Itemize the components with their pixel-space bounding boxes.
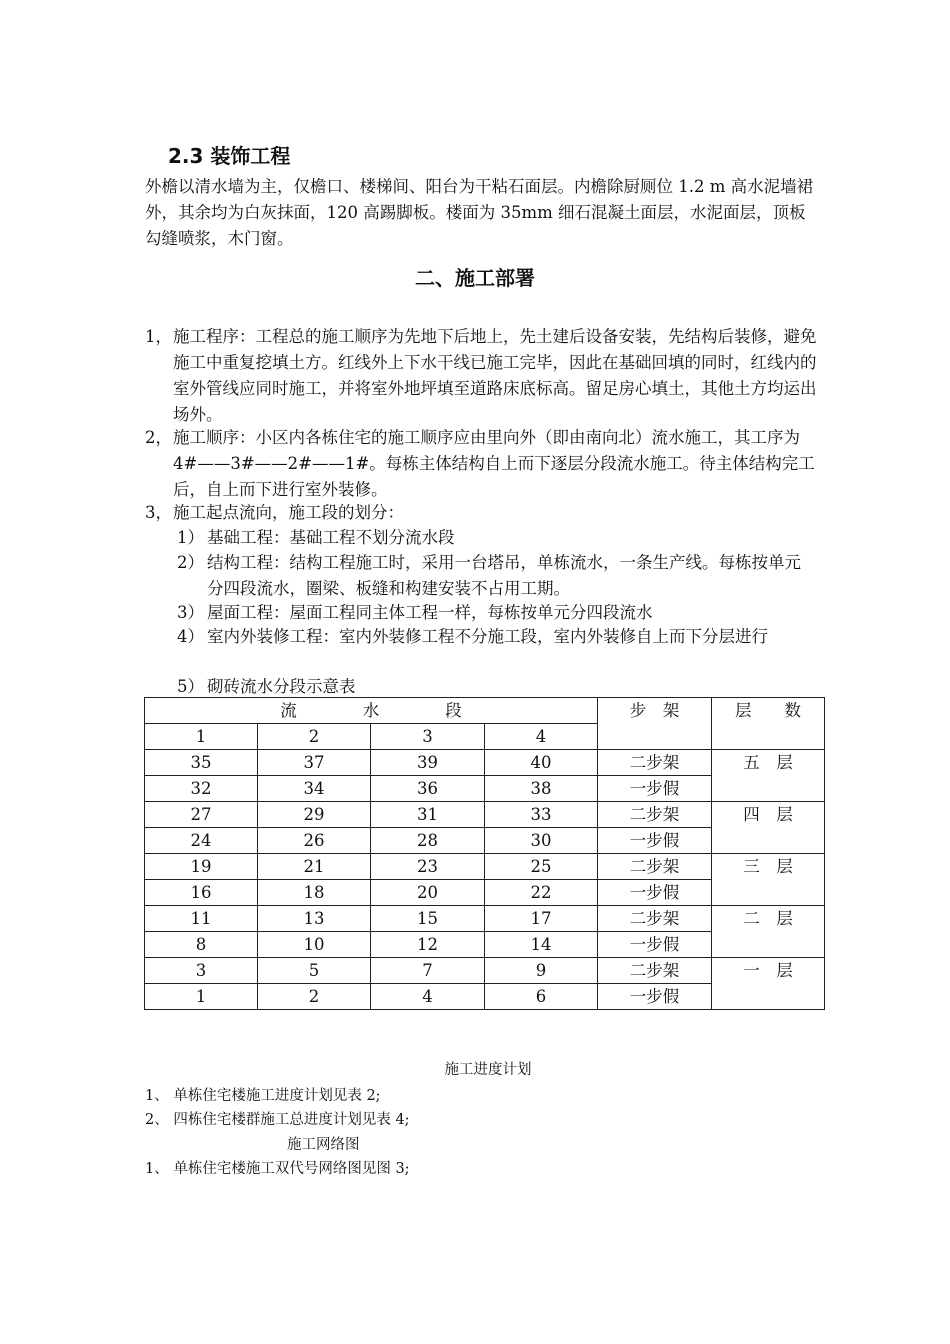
decoration-paragraph: 外檐以清水墙为主，仅檐口、楼梯间、阳台为干粘石面层。内檐除厨厕位 1.2 m 高水泥墙裙外，其余均为白灰抹面，120 高踢脚板。楼面为 35mm 细石混凝土面层，水泥面层，顶板勾缝喷浆，木门窗。 [145, 177, 814, 248]
list-item-number: 3， [145, 503, 172, 522]
scaffold-cell: 二步架 [598, 958, 712, 984]
segment-number: 3 [371, 724, 485, 750]
segment-cell: 7 [371, 958, 485, 984]
segment-cell: 15 [371, 906, 485, 932]
segment-cell: 18 [258, 880, 371, 906]
header-floor: 层 数 [712, 698, 825, 750]
sub-item-text: 室内外装修工程：室内外装修工程不分施工段，室内外装修自上而下分层进行 [207, 627, 768, 646]
scaffold-cell: 二步架 [598, 750, 712, 776]
sub-item [177, 624, 817, 650]
list-item-number: 1， [145, 327, 172, 346]
segment-cell: 26 [258, 828, 371, 854]
table-row [145, 802, 825, 828]
scaffold-cell: 二步架 [598, 906, 712, 932]
scaffold-cell: 一步假 [598, 932, 712, 958]
segment-cell: 25 [485, 854, 598, 880]
schedule-item: 1、 单栋住宅楼施工进度计划见表 2; [145, 1088, 381, 1104]
segment-cell: 8 [145, 932, 258, 958]
segment-cell: 39 [371, 750, 485, 776]
floor-label-cell: 五 层 [712, 750, 825, 802]
segment-cell: 4 [371, 984, 485, 1010]
segment-cell: 23 [371, 854, 485, 880]
list-item-number: 2， [145, 428, 172, 447]
scaffold-cell: 一步假 [598, 984, 712, 1010]
segment-cell: 1 [145, 984, 258, 1010]
scaffold-cell: 二步架 [598, 802, 712, 828]
table-row [145, 906, 825, 932]
sub-item-number: 5） [177, 677, 204, 696]
scaffold-cell: 一步假 [598, 776, 712, 802]
segment-cell: 36 [371, 776, 485, 802]
list-item [145, 324, 825, 428]
segment-cell: 10 [258, 932, 371, 958]
floor-label-cell: 三 层 [712, 854, 825, 906]
list-item-text: 施工顺序：小区内各栋住宅的施工顺序应由里向外（即由南向北）流水施工，其工序为 4#——3#——2#——1#。每栋主体结构自上而下逐层分段流水施工。待主体结构完工后，自上而下进行室外装修。 [173, 428, 815, 499]
sub-item [177, 600, 817, 626]
segment-cell: 11 [145, 906, 258, 932]
header-segment: 流 水 段 [145, 698, 598, 724]
list-item [145, 425, 825, 503]
segment-cell: 13 [258, 906, 371, 932]
sub-item-number: 2） [177, 553, 204, 572]
segment-cell: 38 [485, 776, 598, 802]
scaffold-cell: 一步假 [598, 880, 712, 906]
segment-cell: 14 [485, 932, 598, 958]
segment-cell: 33 [485, 802, 598, 828]
segment-cell: 37 [258, 750, 371, 776]
segment-cell: 34 [258, 776, 371, 802]
list-item-text: 施工起点流向，施工段的划分： [173, 503, 404, 522]
table-row [145, 958, 825, 984]
table-row [145, 854, 825, 880]
segment-cell: 20 [371, 880, 485, 906]
sub-item [177, 550, 817, 602]
segment-cell: 16 [145, 880, 258, 906]
segment-number: 1 [145, 724, 258, 750]
segment-cell: 24 [145, 828, 258, 854]
sub-item-number: 3） [177, 603, 204, 622]
segment-cell: 28 [371, 828, 485, 854]
floor-label-cell: 四 层 [712, 802, 825, 854]
segment-cell: 19 [145, 854, 258, 880]
segment-number: 2 [258, 724, 371, 750]
segment-cell: 30 [485, 828, 598, 854]
section-heading-decoration: 2.3 装饰工程 [168, 144, 291, 168]
schedule-title: 施工进度计划 [444, 1062, 532, 1078]
segment-cell: 35 [145, 750, 258, 776]
table-row [145, 750, 825, 776]
segment-cell: 22 [485, 880, 598, 906]
segment-cell: 29 [258, 802, 371, 828]
segment-cell: 31 [371, 802, 485, 828]
segment-cell: 6 [485, 984, 598, 1010]
segment-cell: 5 [258, 958, 371, 984]
sub-item-text: 基础工程：基础工程不划分流水段 [207, 528, 455, 547]
sub-item-text: 砌砖流水分段示意表 [207, 677, 356, 696]
table-header-row [145, 698, 825, 724]
schedule-item: 2、 四栋住宅楼群施工总进度计划见表 4; [145, 1112, 410, 1128]
floor-label-cell: 一 层 [712, 958, 825, 1010]
list-item-text: 施工程序：工程总的施工顺序为先地下后地上，先土建后设备安装，先结构后装修，避免施工中重复挖填土方。红线外上下水干线已施工完毕，因此在基础回填的同时，红线内的室外管线应同时施工，并将室外地坪填至道路床底标高。留足房心填土，其他土方均运出场外。 [173, 327, 817, 424]
scaffold-cell: 一步假 [598, 828, 712, 854]
list-item [145, 500, 825, 526]
sub-item-number: 1） [177, 528, 204, 547]
sub-item-text: 结构工程：结构工程施工时，采用一台塔吊，单栋流水，一条生产线。每栋按单元分四段流水，圈梁、板缝和构建安装不占用工期。 [207, 553, 801, 598]
header-scaffold: 步 架 [598, 698, 712, 750]
section-heading-deployment: 二、施工部署 [415, 266, 535, 290]
segment-cell: 2 [258, 984, 371, 1010]
segment-number: 4 [485, 724, 598, 750]
segment-cell: 32 [145, 776, 258, 802]
network-title: 施工网络图 [287, 1137, 360, 1153]
segment-cell: 27 [145, 802, 258, 828]
segment-cell: 9 [485, 958, 598, 984]
segment-cell: 40 [485, 750, 598, 776]
scaffold-cell: 二步架 [598, 854, 712, 880]
sub-item-number: 4） [177, 627, 204, 646]
segment-cell: 12 [371, 932, 485, 958]
segment-cell: 21 [258, 854, 371, 880]
sub-item-text: 屋面工程：屋面工程同主体工程一样，每栋按单元分四段流水 [207, 603, 653, 622]
network-item: 1、 单栋住宅楼施工双代号网络图见图 3; [145, 1161, 410, 1177]
segment-cell: 17 [485, 906, 598, 932]
sub-item [177, 525, 817, 551]
floor-label-cell: 二 层 [712, 906, 825, 958]
segment-cell: 3 [145, 958, 258, 984]
brick-flow-table [144, 697, 825, 1010]
